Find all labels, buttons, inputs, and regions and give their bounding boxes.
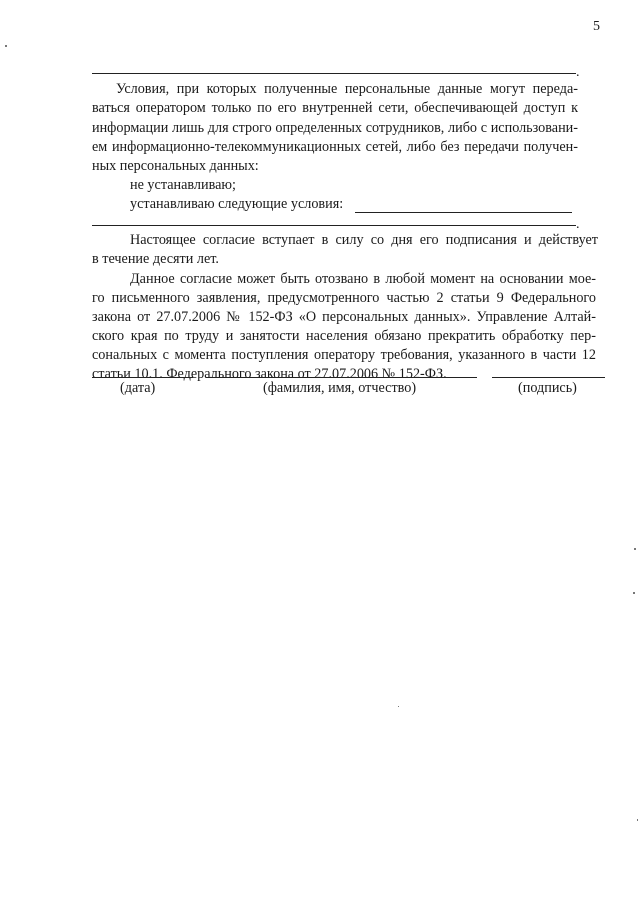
- page-number: 5: [593, 19, 600, 34]
- revocation-line: Данное согласие может быть отозвано в любой момент на основании мое-: [130, 271, 596, 287]
- top-blank-period: .: [576, 65, 580, 80]
- revocation-line: закона от 27.07.2006 № 152-ФЗ «О персональных данных». Управление Алтай-: [92, 309, 596, 325]
- scan-speck: [634, 548, 636, 550]
- validity-line: Настоящее согласие вступает в силу со дня его подписания и действует: [130, 232, 598, 248]
- scan-speck: [398, 706, 399, 707]
- name-line[interactable]: [206, 377, 477, 378]
- revocation-line: го письменного заявления, предусмотренного частью 2 статьи 9 Федерального: [92, 290, 596, 306]
- signature-caption: (подпись): [518, 380, 577, 396]
- conditions-line: ваться оператором только по его внутренней сети, обеспечивающей доступ к: [92, 100, 578, 116]
- option-set-label: устанавливаю следующие условия:: [130, 196, 344, 212]
- scan-speck: [633, 592, 635, 594]
- top-blank-line: [92, 73, 576, 74]
- conditions-line: ных персональных данных:: [92, 158, 259, 174]
- conditions-fill-period: .: [576, 217, 580, 232]
- revocation-line: сональных с момента поступления оператору требования, указанного в части 12: [92, 347, 596, 363]
- conditions-fill-line-2[interactable]: [92, 225, 576, 226]
- name-caption: (фамилия, имя, отчество): [263, 380, 417, 396]
- conditions-fill-line[interactable]: [355, 212, 572, 213]
- revocation-line: ского края по труду и занятости населения обязано прекратить обработку пер-: [92, 328, 596, 344]
- date-line[interactable]: [92, 377, 193, 378]
- signature-line[interactable]: [492, 377, 605, 378]
- conditions-line: Условия, при которых полученные персональные данные могут переда-: [116, 81, 578, 97]
- scan-speck: [637, 819, 638, 821]
- validity-line: в течение десяти лет.: [92, 251, 219, 267]
- date-caption: (дата): [120, 380, 156, 396]
- conditions-line: ем информационно-телекоммуникационных сетей, либо без передачи получен-: [92, 139, 578, 155]
- scan-speck: [5, 45, 7, 47]
- option-not-set: не устанавливаю;: [130, 177, 236, 193]
- revocation-line: статьи 10.1. Федерального закона от 27.07.2006 № 152-ФЗ.: [92, 366, 447, 382]
- conditions-line: информации лишь для строго определенных сотрудников, либо с использовани-: [92, 120, 578, 136]
